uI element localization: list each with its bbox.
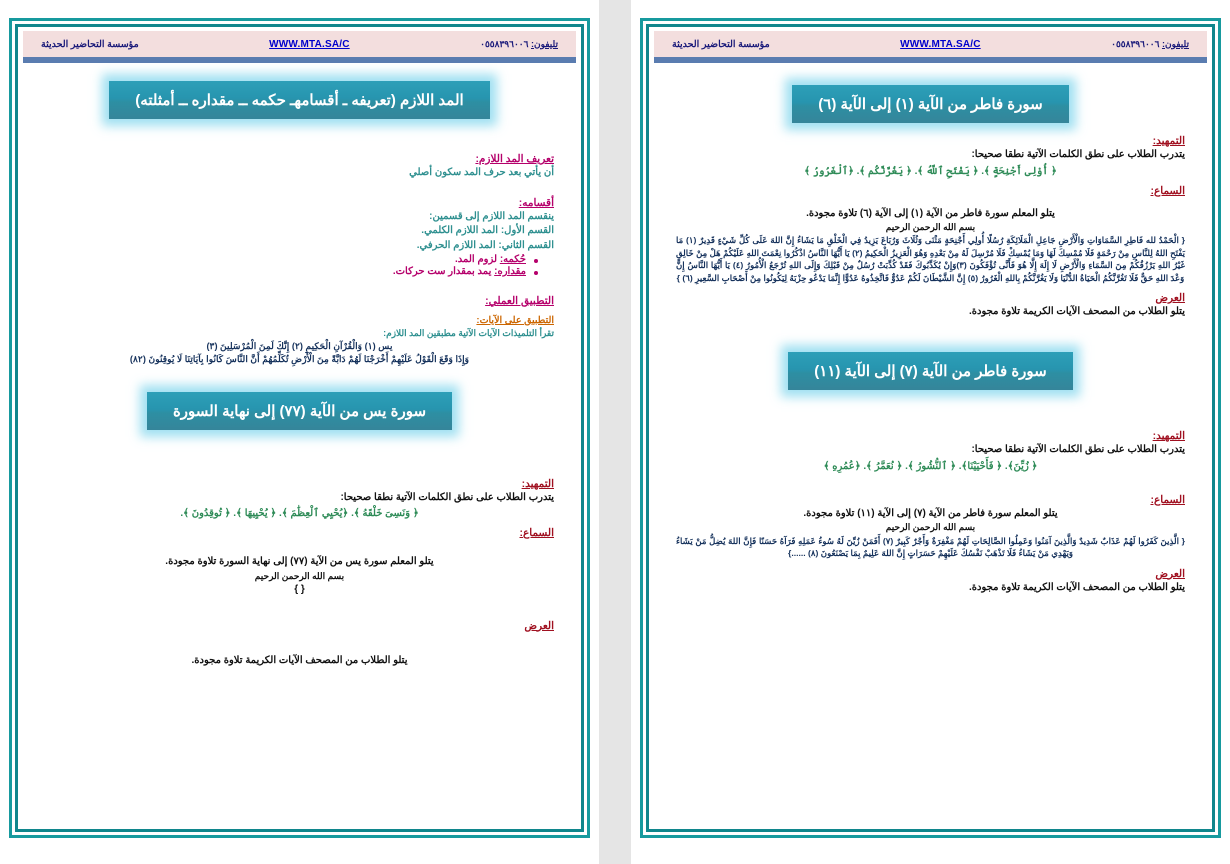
- bullet-label-hukm: حُكمه:: [499, 254, 526, 265]
- definition-text: أن يأتي بعد حرف المد سكون أصلي: [409, 167, 554, 178]
- header-divider-rule-right: [654, 57, 1207, 63]
- presentation-heading-fatir-1: العرض: [1155, 291, 1185, 304]
- empty-braces-placeholder: { }: [294, 584, 305, 596]
- intro-heading-fatir-2: التمهيد:: [1152, 430, 1185, 443]
- basmala-fatir-1: بسم الله الرحمن الرحيم: [885, 222, 976, 232]
- intro-words-fatir-1: ﴿ أُوْلِى أَجْنِحَةٍ ﴾. ﴿ يَفْتَحِ ٱللَّهُ ﴾. ﴿ يَغُرَّنَّكُم ﴾. ﴿ٱلْغَرُورُ ﴾: [804, 165, 1057, 177]
- presentation-heading-yaseen: العرض: [524, 619, 554, 632]
- bullet-label-miqdar: مقداره:: [494, 266, 526, 277]
- madd-attribute-list: [45, 254, 554, 277]
- basmala-yaseen: بسم الله الرحمن الرحيم: [254, 570, 345, 581]
- listening-heading-fatir-2: السماع:: [1150, 493, 1185, 506]
- header-website-link[interactable]: WWW.MTA.SA/C: [269, 38, 350, 50]
- practice-text: تقرأ التلميذات الآيات الآتية مطبقين المد اللازم:: [383, 328, 554, 338]
- practice-heading: التطبيق العملي:: [485, 295, 554, 307]
- ayah-line-yaseen-1: يس (١) وَالْقُرْآنِ الْحَكِيمِ (٢) إِنَّكَ لَمِنَ الْمُرْسَلِينَ (٣): [206, 341, 393, 352]
- lesson-title-banner-madd: المد اللازم (تعريفه ـ أقسامهـ حكمه ــ مقداره ــ أمثلته): [109, 81, 489, 119]
- banner-wrap-fatir-1: [676, 85, 1185, 123]
- banner-wrap-yaseen: [45, 392, 554, 430]
- header-website-link[interactable]: WWW.MTA.SA/C: [900, 38, 981, 50]
- header-org-name: مؤسسة التحاضير الحديثة: [41, 38, 139, 50]
- header-phone-label: تليفون:: [530, 38, 558, 49]
- practice-subheading: التطبيق على الآيات:: [476, 315, 554, 326]
- divisions-heading: أقسامه:: [518, 196, 554, 209]
- page-gutter: [599, 0, 631, 864]
- page-frame-inner-left: [15, 24, 584, 832]
- page-frame-outer-left: [9, 18, 590, 838]
- banner-wrap-madd: [45, 81, 554, 119]
- listening-text-fatir-2: يتلو المعلم سورة فاطر من الآية (٧) إلى الآية (١١) تلاوة مجودة.: [803, 507, 1058, 519]
- header-phone: [480, 39, 558, 50]
- page-body-right: [654, 85, 1207, 594]
- ayah-line-yaseen-2: وَإِذَا وَقَعَ الْقَوْلُ عَلَيْهِمْ أَخْرَجْنَا لَهُمْ دَابَّةً مِنَ الْأَرْضِ تُكَلِّمُهُمْ أَنَّ النَّاسَ كَانُوا بِآيَاتِنَا لَا يُوقِنُونَ (٨٢): [129, 354, 470, 365]
- listening-heading-fatir-1: السماع:: [1150, 184, 1185, 197]
- intro-words-yaseen: ﴿ وَنَسِىَ خَلْقَهُ ﴾. ﴿يُحْيِي ٱلْعِظَٰمَ ﴾. ﴿ يُحْيِيهَا ﴾. ﴿ تُوقِدُونَ ﴾.: [180, 508, 419, 520]
- header-phone-number: ٠٥٥٨٣٩٦٠٠٦: [480, 38, 529, 49]
- listening-heading-yaseen: السماع:: [519, 527, 554, 540]
- document-header-left: [23, 31, 576, 57]
- bullet-value-hukm: لزوم المد.: [455, 254, 498, 265]
- intro-words-fatir-2: ﴿ زُيِّنَ﴾. ﴿ فَأَحْيَيْنَا﴾. ﴿ ٱلنُّشُورُ ﴾. ﴿ نُعَمَّرُ ﴾. ﴿عُمُرِهِ ﴾: [823, 460, 1038, 472]
- header-org-name: مؤسسة التحاضير الحديثة: [672, 38, 770, 50]
- banner-wrap-fatir-2: [676, 352, 1185, 390]
- lesson-title-banner-fatir-1: سورة فاطر من الآية (١) إلى الآية (٦): [792, 85, 1068, 123]
- division-one: القسم الأول: المد اللازم الكلمي.: [421, 225, 554, 236]
- presentation-text-fatir-1: يتلو الطلاب من المصحف الآيات الكريمة تلاوة مجودة.: [969, 305, 1185, 317]
- presentation-heading-fatir-2: العرض: [1155, 567, 1185, 580]
- division-two: القسم الثاني: المد اللازم الحرفي.: [416, 239, 554, 251]
- header-divider-rule-left: [23, 57, 576, 63]
- page-frame-inner-right: [646, 24, 1215, 832]
- list-item: [45, 254, 538, 265]
- intro-heading-yaseen: التمهيد:: [521, 477, 554, 490]
- presentation-text-fatir-2: يتلو الطلاب من المصحف الآيات الكريمة تلاوة مجودة.: [969, 581, 1185, 593]
- page-frame-outer-right: [640, 18, 1221, 838]
- lesson-title-banner-fatir-2: سورة فاطر من الآية (٧) إلى الآية (١١): [788, 352, 1072, 390]
- divisions-intro: ينقسم المد اللازم إلى قسمين:: [429, 210, 554, 222]
- intro-heading-fatir-1: التمهيد:: [1152, 135, 1185, 147]
- basmala-fatir-2: بسم الله الرحمن الرحيم: [885, 522, 976, 533]
- page-body-left: [23, 81, 576, 667]
- page-right: [631, 0, 1230, 864]
- listening-text-yaseen: يتلو المعلم سورة يس من الآية (٧٧) إلى نهاية السورة تلاوة مجودة.: [165, 556, 434, 568]
- listening-text-fatir-1: يتلو المعلم سورة فاطر من الآية (١) إلى الآية (٦) تلاوة مجودة.: [806, 207, 1055, 219]
- bullet-value-miqdar: يمد بمقدار ست حركات.: [392, 266, 492, 277]
- header-phone-number: ٠٥٥٨٣٩٦٠٠٦: [1111, 38, 1160, 49]
- list-item: [45, 266, 538, 277]
- intro-text-yaseen: يتدرب الطلاب على نطق الكلمات الآتية نطقا صحيحا:: [340, 491, 554, 503]
- presentation-text-yaseen: يتلو الطلاب من المصحف الآيات الكريمة تلاوة مجودة.: [191, 654, 408, 666]
- document-header-right: [654, 31, 1207, 57]
- ayah-block-fatir-1: { الْحَمْدُ لله فَاطِرِ السَّمَاوَاتِ وَالْأَرْضِ جَاعِلِ الْمَلَائِكَةِ رُسُلًا أُولِي أَجْنِحَةٍ مَثْنَى وَثُلَاثَ وَرُبَاعَ يَزِيدُ فِي الْخَلْقِ مَا يَشَاءُ إِنَّ اللهَ عَلَى كُلِّ شَيْءٍ قَدِيرٌ (١) مَا يَفْتَحِ اللهُ لِلنَّاسِ مِنْ رَحْمَةٍ فَلَا مُمْسِكَ لَهَا وَمَا يُمْسِكْ فَلَا مُرْسِلَ لَهُ مِنْ بَعْدِهِ وَهُوَ الْعَزِيزُ الْحَكِيمُ (٢) يَا أَيُّهَا النَّاسُ اذْكُرُوا نِعْمَتَ اللهِ عَلَيْكُمْ هَلْ مِنْ خَالِقٍ غَيْرُ اللهِ يَرْزُقُكُمْ مِنَ السَّمَاءِ وَالْأَرْضِ لَا إِلَهَ إِلَّا هُوَ فَأَنَّى تُؤْفَكُونَ (٣)وَإِنْ يُكَذِّبُوكَ فَقَدْ كُذِّبَتْ رُسُلٌ مِنْ قَبْلِكَ وَإِلَى اللهِ تُرْجَعُ الْأُمُورُ (٤) يَا أَيُّهَا النَّاسُ إِنَّ وَعْدَ اللهِ حَقٌّ فَلَا تَغُرَّنَّكُمُ الْحَيَاةُ الدُّنْيَا وَلَا يَغُرَّنَّكُمْ بِاللهِ الْغَرُورُ (٥) إِنَّ الشَّيْطَانَ لَكُمْ عَدُوٌّ فَاتَّخِذُوهُ عَدُوًّا إِنَّمَا يَدْعُو حِزْبَهُ لِيَكُونُوا مِنْ أَصْحَابِ السَّعِيرِ (٦) }: [676, 235, 1185, 283]
- ayah-block-fatir-2: { الَّذِينَ كَفَرُوا لَهُمْ عَذَابٌ شَدِيدٌ وَالَّذِينَ آمَنُوا وَعَمِلُوا الصَّالِحَاتِ لَهُمْ مَغْفِرَةٌ وَأَجْرٌ كَبِيرٌ (٧) أَفَمَنْ زُيِّنَ لَهُ سُوءُ عَمَلِهِ فَرَآهُ حَسَنًا فَإِنَّ اللهَ يُضِلُّ مَنْ يَشَاءُ وَيَهْدِي مَنْ يَشَاءُ فَلَا تَذْهَبْ نَفْسُكَ عَلَيْهِمْ حَسَرَاتٍ إِنَّ اللهَ عَلِيمٌ بِمَا يَصْنَعُونَ (٨) ......}: [676, 535, 1185, 559]
- page-left: [0, 0, 599, 864]
- header-phone-label: تليفون:: [1161, 38, 1189, 49]
- lesson-title-banner-yaseen: سورة يس من الآية (٧٧) إلى نهاية السورة: [147, 392, 452, 430]
- intro-text-fatir-1: يتدرب الطلاب على نطق الكلمات الآتية نطقا صحيحا:: [971, 149, 1185, 160]
- header-phone: [1111, 39, 1189, 50]
- definition-heading: تعريف المد اللازم:: [475, 153, 554, 165]
- intro-text-fatir-2: يتدرب الطلاب على نطق الكلمات الآتية نطقا صحيحا:: [971, 444, 1185, 456]
